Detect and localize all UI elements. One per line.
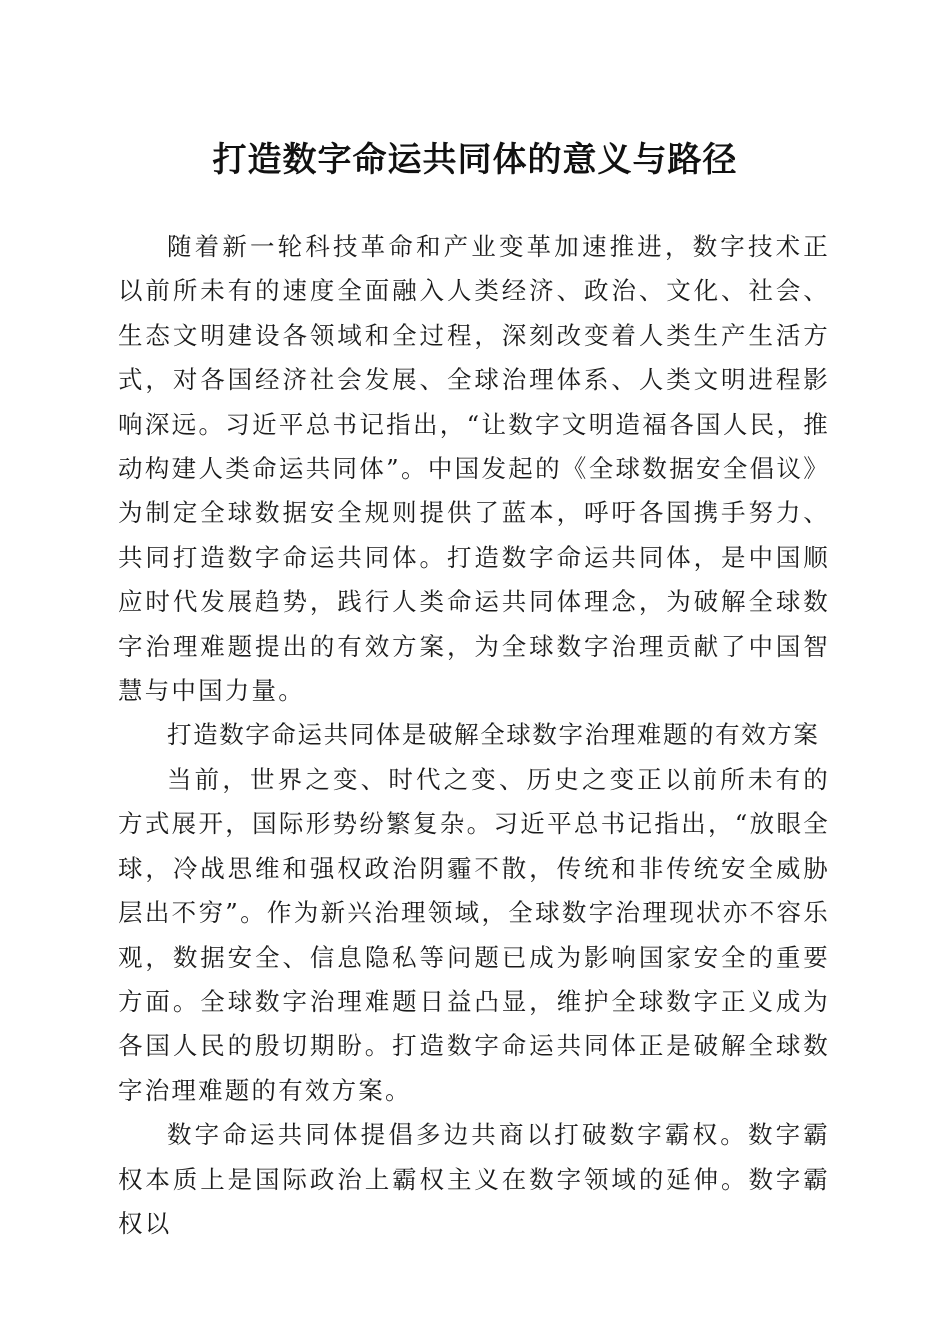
document-body (118, 225, 830, 1246)
paragraph-current-situation: 当前，世界之变、时代之变、历史之变正以前所未有的方式展开，国际形势纷繁复杂。习近平总书记指出，“放眼全球，冷战思维和强权政治阴霾不散，传统和非传统安全威胁层出不穷”。作为新兴治理领域，全球数字治理现状亦不容乐观，数据安全、信息隐私等问题已成为影响国家安全的重要方面。全球数字治理难题日益凸显，维护全球数字正义成为各国人民的殷切期盼。打造数字命运共同体正是破解全球数字治理难题的有效方案。 (118, 764, 830, 1105)
paragraph-intro: 随着新一轮科技革命和产业变革加速推进，数字技术正以前所未有的速度全面融入人类经济、政治、文化、社会、生态文明建设各领域和全过程，深刻改变着人类生产生活方式，对各国经济社会发展、全球治理体系、人类文明进程影响深远。习近平总书记指出，“让数字文明造福各国人民，推动构建人类命运共同体”。中国发起的《全球数据安全倡议》为制定全球数据安全规则提供了蓝本，呼吁各国携手努力、共同打造数字命运共同体。打造数字命运共同体，是中国顺应时代发展趋势，践行人类命运共同体理念，为破解全球数字治理难题提出的有效方案，为全球数字治理贡献了中国智慧与中国力量。 (118, 232, 830, 706)
section-heading: 打造数字命运共同体是破解全球数字治理难题的有效方案 (167, 720, 820, 750)
paragraph-multilateral: 数字命运共同体提倡多边共商以打破数字霸权。数字霸权本质上是国际政治上霸权主义在数字领域的延伸。数字霸权以 (118, 1120, 830, 1238)
document-title: 打造数字命运共同体的意义与路径 (212, 140, 738, 180)
